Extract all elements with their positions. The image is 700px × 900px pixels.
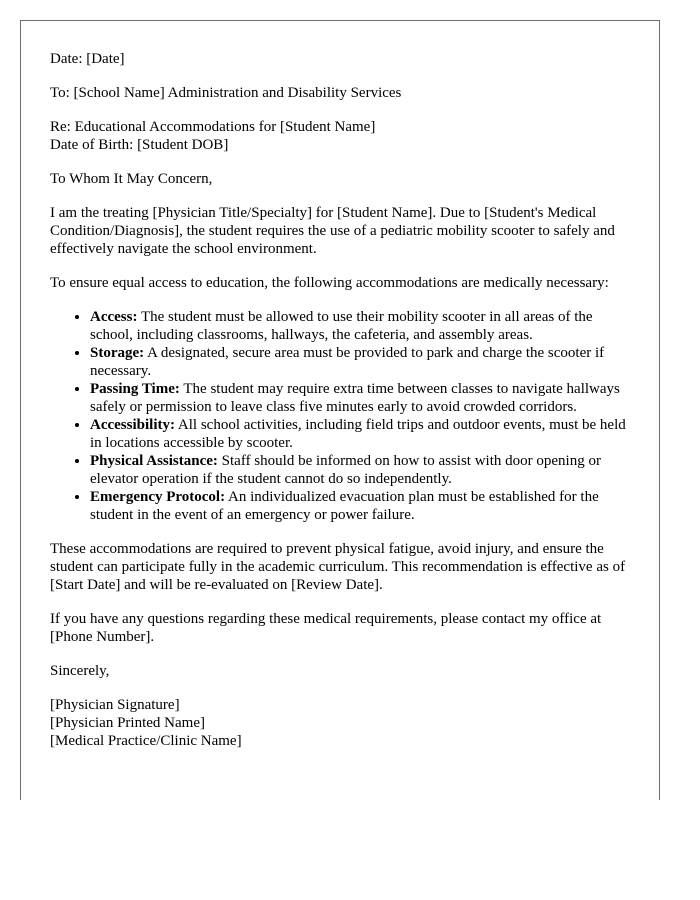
accommodations-lead-paragraph: To ensure equal access to education, the following accommodations are medically necessary: bbox=[50, 275, 609, 291]
letter-body bbox=[50, 50, 634, 766]
signature-block bbox=[50, 696, 634, 750]
accommodation-item-passing-time bbox=[90, 380, 634, 416]
accommodation-text: A designated, secure area must be provided to park and charge the scooter if necessary. bbox=[90, 345, 605, 379]
subject-line: Re: Educational Accommodations for [Student Name] bbox=[50, 119, 376, 135]
accommodation-item-accessibility bbox=[90, 416, 634, 452]
accommodation-title: Passing Time: bbox=[90, 381, 180, 397]
signature-line: [Physician Signature] bbox=[50, 697, 180, 713]
accommodation-title: Accessibility: bbox=[90, 417, 175, 433]
requirements-paragraph: These accommodations are required to prevent physical fatigue, avoid injury, and ensure the student can participate fully in the academic curriculum. This recommendation is effective as of [Start Date] and will be re-evaluated on [Review Date]. bbox=[50, 541, 626, 593]
accommodation-text: The student may require extra time between classes to navigate hallways safely or permission to leave class five minutes early to avoid crowded corridors. bbox=[90, 381, 620, 415]
letter-page bbox=[20, 20, 660, 800]
accommodations-list bbox=[50, 308, 634, 524]
subject-block bbox=[50, 118, 634, 154]
contact-paragraph: If you have any questions regarding these medical requirements, please contact my office at [Phone Number]. bbox=[50, 611, 602, 645]
closing: Sincerely, bbox=[50, 663, 110, 679]
accommodation-item-physical-assistance bbox=[90, 452, 634, 488]
date-line: Date: [Date] bbox=[50, 51, 125, 67]
accommodation-text: The student must be allowed to use their mobility scooter in all areas of the school, including classrooms, hallways, the cafeteria, and assembly areas. bbox=[90, 309, 593, 343]
dob-line: Date of Birth: [Student DOB] bbox=[50, 137, 229, 153]
accommodation-title: Storage: bbox=[90, 345, 145, 361]
accommodation-title: Access: bbox=[90, 309, 138, 325]
accommodation-title: Emergency Protocol: bbox=[90, 489, 226, 505]
accommodation-text: Staff should be informed on how to assist with door opening or elevator operation if the student cannot do so independently. bbox=[90, 453, 601, 487]
accommodation-text: All school activities, including field trips and outdoor events, must be held in locations accessible by scooter. bbox=[90, 417, 626, 451]
recipient-line: To: [School Name] Administration and Disability Services bbox=[50, 85, 402, 101]
accommodation-title: Physical Assistance: bbox=[90, 453, 218, 469]
printed-name-line: [Physician Printed Name] bbox=[50, 715, 205, 731]
intro-paragraph: I am the treating [Physician Title/Specialty] for [Student Name]. Due to [Student's Medical Condition/Diagnosis], the student requires the use of a pediatric mobility scooter to safely and effectively navigate the school environment. bbox=[50, 205, 615, 257]
accommodation-item-emergency-protocol bbox=[90, 488, 634, 524]
practice-name-line: [Medical Practice/Clinic Name] bbox=[50, 733, 242, 749]
salutation: To Whom It May Concern, bbox=[50, 171, 213, 187]
accommodation-item-access bbox=[90, 308, 634, 344]
accommodation-item-storage bbox=[90, 344, 634, 380]
accommodation-text: An individualized evacuation plan must be established for the student in the event of an emergency or power failure. bbox=[90, 489, 599, 523]
